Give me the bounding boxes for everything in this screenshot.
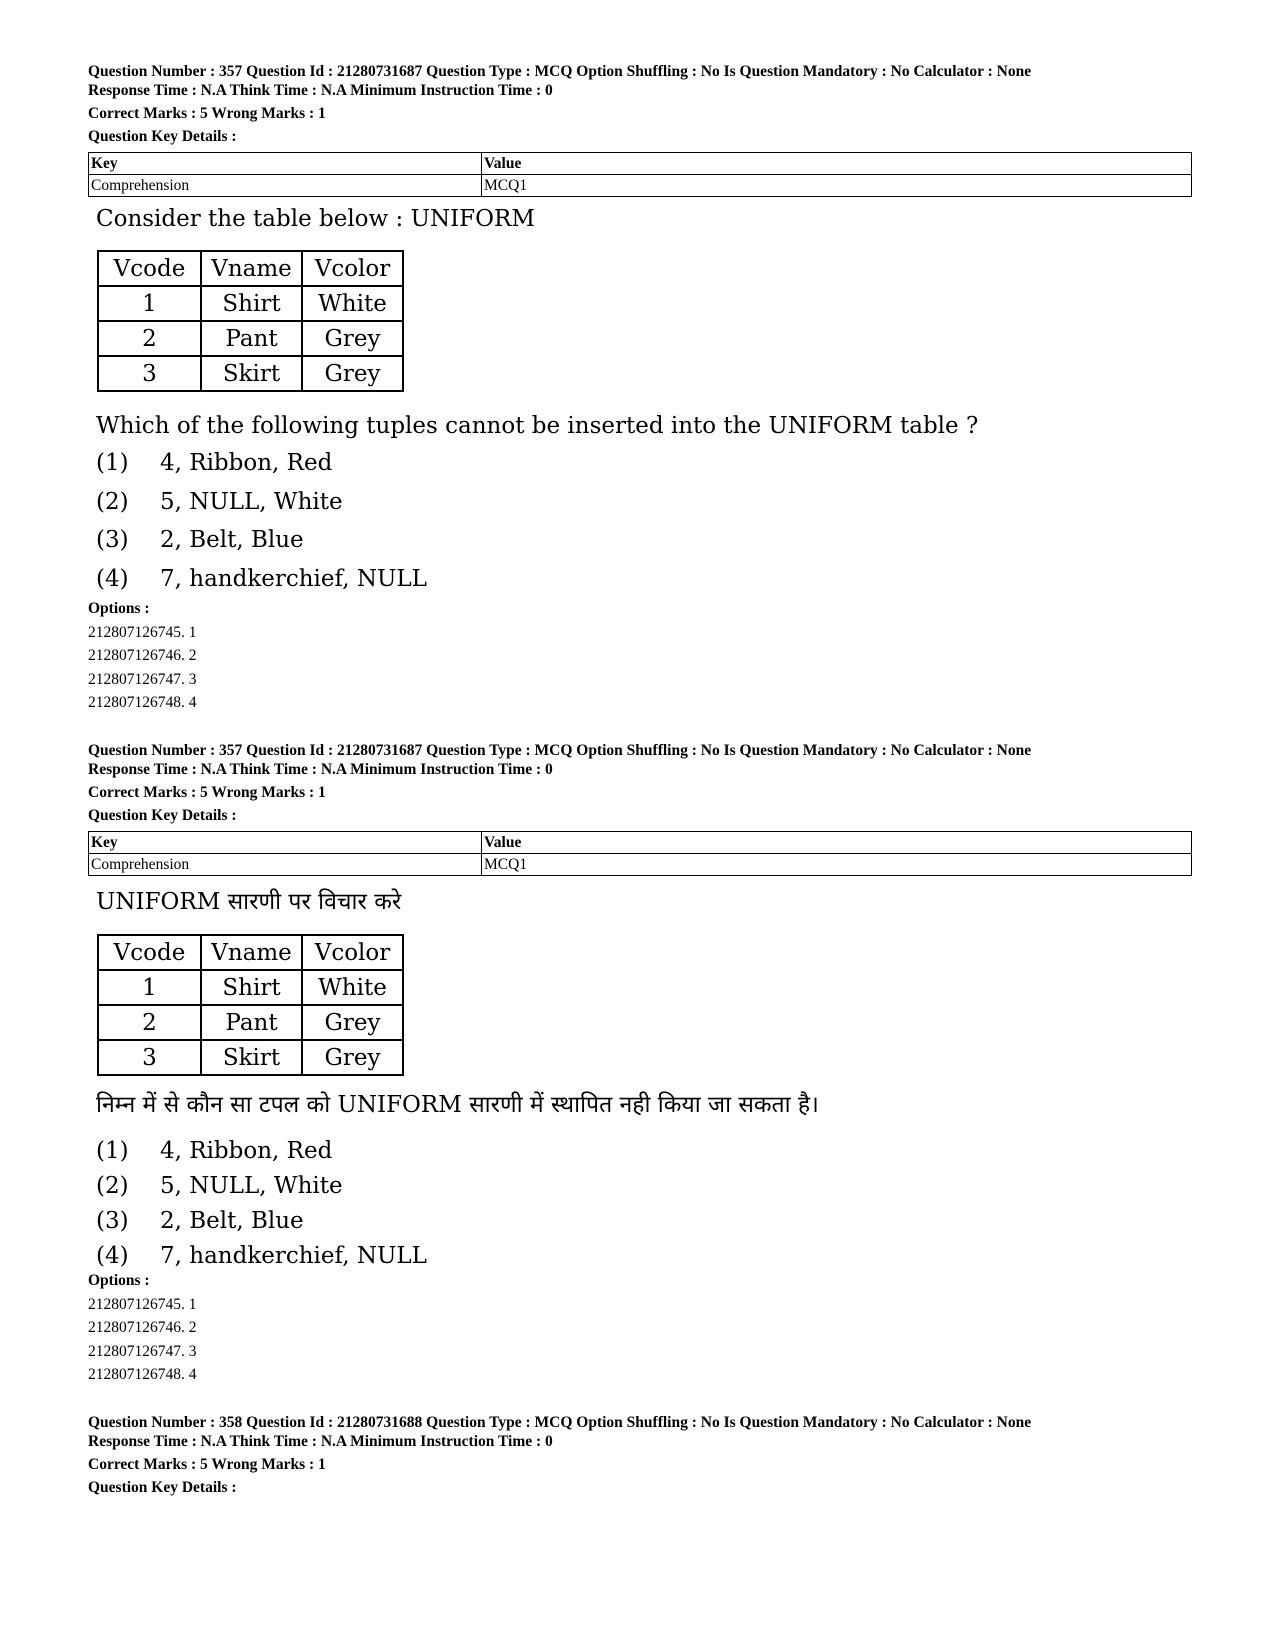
option-item: 212807126746. 2 (88, 1319, 197, 1336)
value-cell: MCQ1 (482, 854, 1192, 876)
value-header: Value (482, 832, 1192, 854)
question-stem: Consider the table below : UNIFORM (96, 206, 535, 232)
question-key-table (88, 831, 1192, 876)
choice-text: 7, handkerchief, NULL (160, 566, 427, 592)
question-meta-line: Question Number : 357 Question Id : 21280731687 Question Type : MCQ Option Shuffling : No Is Question Mandatory : No Calculator : None (88, 63, 1032, 80)
uniform-cell: 2 (98, 1005, 201, 1040)
option-item: 212807126748. 4 (88, 694, 197, 711)
choice-text: 2, Belt, Blue (160, 1208, 304, 1234)
choice-number: (2) (96, 489, 129, 515)
uniform-cell: Grey (302, 356, 403, 391)
uniform-cell: 3 (98, 356, 201, 391)
choice-text: 4, Ribbon, Red (160, 1138, 333, 1164)
uniform-cell: Grey (302, 1005, 403, 1040)
question-meta-line: Question Number : 357 Question Id : 21280731687 Question Type : MCQ Option Shuffling : No Is Question Mandatory : No Calculator : None (88, 742, 1032, 759)
choice-2 (96, 489, 343, 515)
question-header-358 (88, 1413, 1031, 1497)
uniform-cell: White (302, 286, 403, 321)
question-meta-line: Question Number : 358 Question Id : 21280731688 Question Type : MCQ Option Shuffling : No Is Question Mandatory : No Calculator : None (88, 1414, 1032, 1431)
uniform-cell: 3 (98, 1040, 201, 1075)
choice-2 (96, 1173, 343, 1199)
choice-text: 5, NULL, White (160, 1173, 343, 1199)
uniform-cell: Pant (201, 321, 302, 356)
uniform-header-cell: Vcolor (302, 935, 403, 970)
uniform-cell: Grey (302, 321, 403, 356)
uniform-cell: Pant (201, 1005, 302, 1040)
choice-4 (96, 1243, 427, 1269)
uniform-cell: Skirt (201, 1040, 302, 1075)
question-text: Which of the following tuples cannot be inserted into the UNIFORM table ? (96, 413, 979, 439)
uniform-header-cell: Vcode (98, 935, 201, 970)
choice-4 (96, 566, 427, 592)
choice-number: (4) (96, 1243, 129, 1269)
response-time-line: Response Time : N.A Think Time : N.A Minimum Instruction Time : 0 (88, 761, 553, 778)
response-time-line: Response Time : N.A Think Time : N.A Minimum Instruction Time : 0 (88, 82, 553, 99)
options-label: Options : (88, 1272, 150, 1289)
choice-3 (96, 1208, 304, 1234)
choice-text: 7, handkerchief, NULL (160, 1243, 427, 1269)
key-cell: Comprehension (89, 175, 482, 197)
value-header: Value (482, 153, 1192, 175)
choice-number: (3) (96, 527, 129, 553)
uniform-cell: Shirt (201, 970, 302, 1005)
uniform-cell: Grey (302, 1040, 403, 1075)
question-key-table (88, 152, 1192, 197)
question-text: निम्न में से कौन सा टपल को UNIFORM सारणी में स्थापित नही किया जा सकता है। (96, 1092, 819, 1118)
option-item: 212807126747. 3 (88, 1342, 197, 1360)
choice-text: 2, Belt, Blue (160, 527, 304, 553)
options-list (88, 1269, 197, 1387)
uniform-header-cell: Vname (201, 935, 302, 970)
option-item: 212807126748. 4 (88, 1366, 197, 1383)
option-item: 212807126746. 2 (88, 647, 197, 664)
uniform-cell: 1 (98, 286, 201, 321)
uniform-cell: Skirt (201, 356, 302, 391)
uniform-cell: 1 (98, 970, 201, 1005)
option-item: 212807126745. 1 (88, 623, 197, 641)
choice-1 (96, 450, 332, 476)
option-item: 212807126747. 3 (88, 670, 197, 688)
choice-number: (2) (96, 1173, 129, 1199)
key-cell: Comprehension (89, 854, 482, 876)
marks-line: Correct Marks : 5 Wrong Marks : 1 (88, 105, 326, 122)
uniform-cell: 2 (98, 321, 201, 356)
key-details-label: Question Key Details : (88, 128, 237, 145)
option-item: 212807126745. 1 (88, 1295, 197, 1313)
options-list (88, 597, 197, 715)
uniform-header-cell: Vcode (98, 251, 201, 286)
choice-1 (96, 1138, 332, 1164)
choice-number: (3) (96, 1208, 129, 1234)
key-header: Key (89, 153, 482, 175)
choice-number: (1) (96, 450, 129, 476)
response-time-line: Response Time : N.A Think Time : N.A Minimum Instruction Time : 0 (88, 1433, 553, 1450)
value-cell: MCQ1 (482, 175, 1192, 197)
question-header-357-hindi (88, 741, 1031, 825)
uniform-header-cell: Vname (201, 251, 302, 286)
choice-text: 5, NULL, White (160, 489, 343, 515)
choice-number: (1) (96, 1138, 129, 1164)
choice-number: (4) (96, 566, 129, 592)
choice-text: 4, Ribbon, Red (160, 450, 333, 476)
options-label: Options : (88, 600, 150, 617)
key-details-label: Question Key Details : (88, 807, 237, 824)
marks-line: Correct Marks : 5 Wrong Marks : 1 (88, 1456, 326, 1473)
key-header: Key (89, 832, 482, 854)
uniform-table (97, 250, 404, 392)
uniform-table (97, 934, 404, 1076)
key-details-label: Question Key Details : (88, 1479, 237, 1496)
marks-line: Correct Marks : 5 Wrong Marks : 1 (88, 784, 326, 801)
question-header-357 (88, 62, 1031, 146)
question-stem: UNIFORM सारणी पर विचार करे (96, 889, 402, 915)
uniform-cell: Shirt (201, 286, 302, 321)
uniform-cell: White (302, 970, 403, 1005)
uniform-header-cell: Vcolor (302, 251, 403, 286)
choice-3 (96, 527, 304, 553)
